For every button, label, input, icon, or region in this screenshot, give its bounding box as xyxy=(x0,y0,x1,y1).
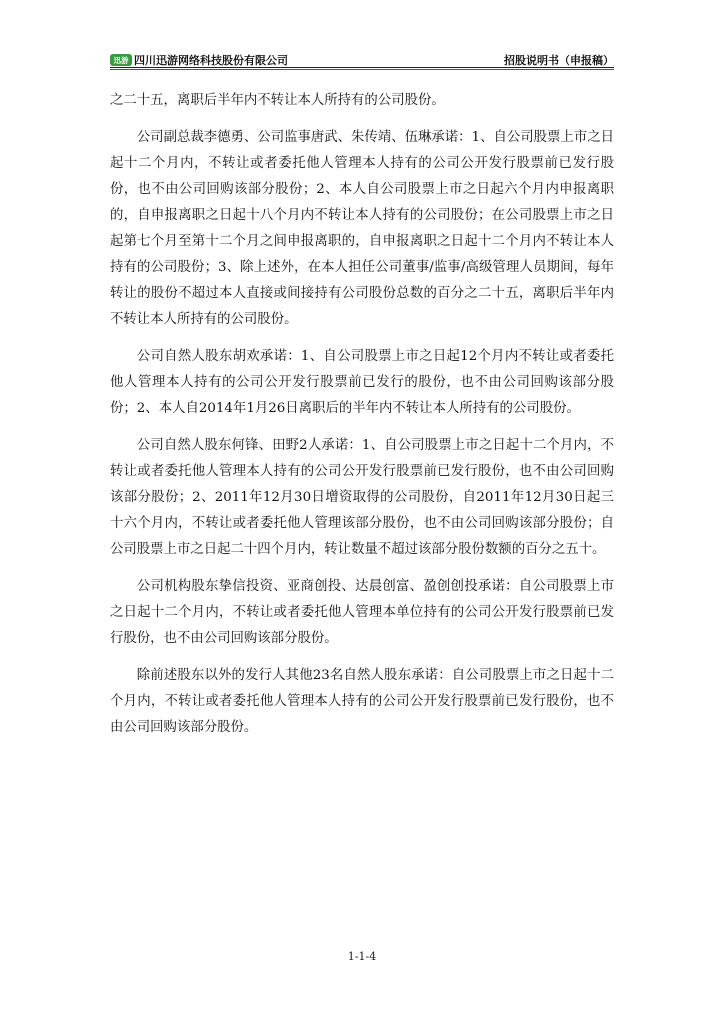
paragraph-3: 公司自然人股东胡欢承诺：1、自公司股票上市之日起12个月内不转让或者委托他人管理本人持有的公司公开发行股票前已发行的股份，也不由公司回购该部分股份；2、本人自2014年1月26日离职后的半年内不转让本人所持有的公司股份。 xyxy=(110,349,614,416)
header-document-title: 招股说明书（申报稿） xyxy=(504,54,614,67)
logo-text: 迅游 xyxy=(113,56,129,65)
document-body xyxy=(110,88,614,752)
page-number: 1-1-4 xyxy=(347,950,377,963)
header-company-block xyxy=(110,52,288,68)
paragraph-6: 除前述股东以外的发行人其他23名自然人股东承诺：自公司股票上市之日起十二个月内，不转让或者委托他人管理本人持有的公司公开发行股票前已发行股份，也不由公司回购该部分股份。 xyxy=(110,668,614,735)
paragraph-4: 公司自然人股东何锋、田野2人承诺：1、自公司股票上市之日起十二个月内，不转让或者委托他人管理本人持有的公司公开发行股票前已发行股份，也不由公司回购该部分股份；2、2011年12月30日增资取得的公司股份，自2011年12月30日起三十六个月内，不转让或者委托他人管理该部分股份，也不由公司回购该部分股份；自公司股票上市之日起二十四个月内，转让数量不超过该部分股份数额的百分之五十。 xyxy=(110,438,614,557)
header-rule xyxy=(110,67,614,68)
paragraph-5: 公司机构股东挚信投资、亚商创投、达晨创富、盈创创投承诺：自公司股票上市之日起十二个月内，不转让或者委托他人管理本单位持有的公司公开发行股票前已发行股份，也不由公司回购该部分股份。 xyxy=(110,579,614,646)
header-company-name: 四川迅游网络科技股份有限公司 xyxy=(134,54,288,67)
paragraph-1: 之二十五，离职后半年内不转让本人所持有的公司股份。 xyxy=(110,93,445,108)
paragraph-2: 公司副总裁李德勇、公司监事唐武、朱传靖、伍琳承诺：1、自公司股票上市之日起十二个月内，不转让或者委托他人管理本人持有的公司公开发行股票前已发行股份，也不由公司回购该部分股份；2、本人自公司股票上市之日起六个月内申报离职的，自申报离职之日起十八个月内不转让本人持有的公司股份；在公司股票上市之日起第七个月至第十二个月之间申报离职的，自申报离职之日起十二个月内不转让本人持有的公司股份；3、除上述外，在本人担任公司董事/监事/高级管理人员期间，每年转让的股份不超过本人直接或间接持有公司股份总数的百分之二十五，离职后半年内不转让本人所持有的公司股份。 xyxy=(110,130,614,327)
header-rule-thin xyxy=(110,69,614,70)
page-header xyxy=(110,48,614,68)
company-logo xyxy=(110,54,132,66)
